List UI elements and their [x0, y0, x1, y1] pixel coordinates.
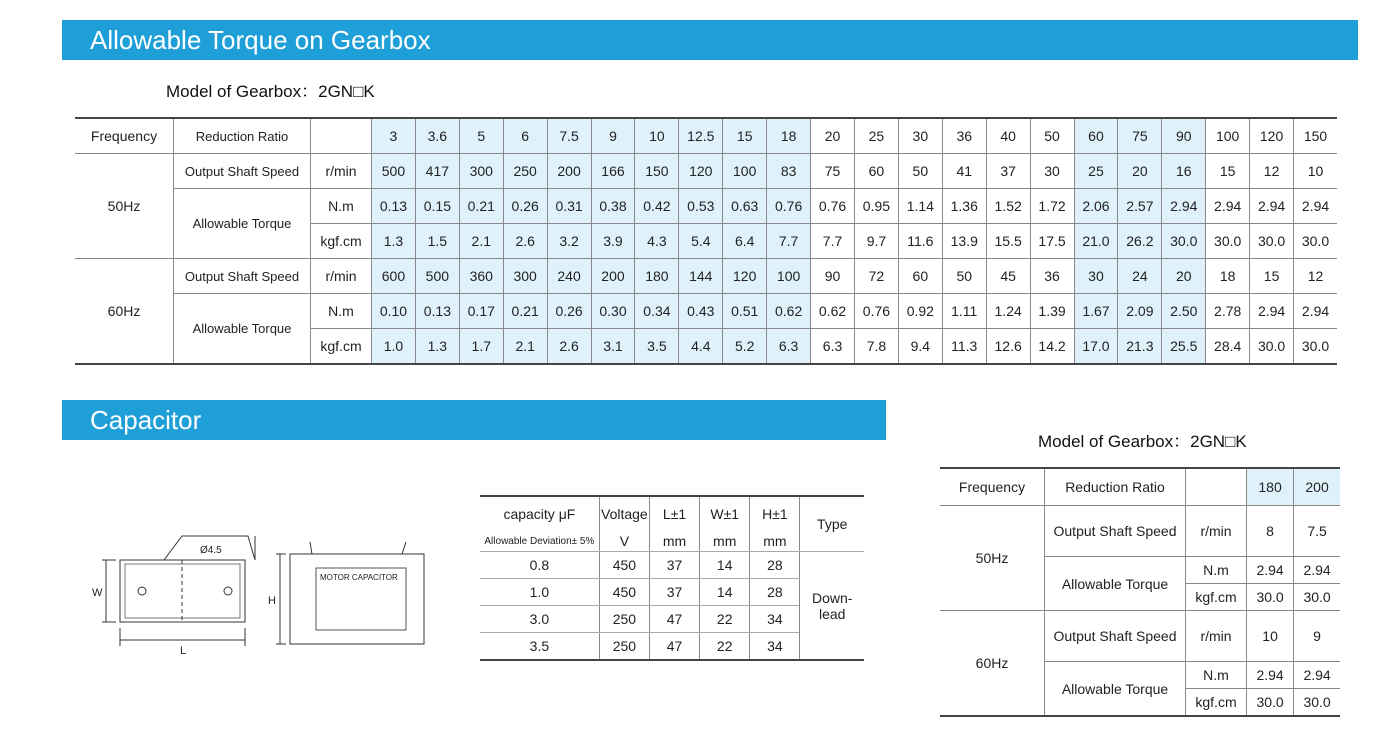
frequency-header: Frequency [75, 118, 174, 154]
unit-cell: r/min [311, 259, 372, 294]
value-cell: 83 [767, 154, 811, 189]
value-cell: 50 [898, 154, 942, 189]
value-cell: 2.6 [547, 329, 591, 365]
ratio-cell: 60 [1074, 118, 1118, 154]
deviation-header: Allowable Deviation± 5% [480, 531, 599, 552]
width-cell: 22 [700, 606, 750, 633]
value-cell: 0.10 [372, 294, 416, 329]
value-cell: 0.30 [591, 294, 635, 329]
table-row [75, 294, 1337, 329]
mm-unit: mm [750, 531, 800, 552]
value-cell: 0.63 [723, 189, 767, 224]
frequency-60hz: 60Hz [75, 259, 174, 365]
length-cell: 37 [649, 552, 699, 579]
value-cell: 60 [854, 154, 898, 189]
value-cell: 11.6 [898, 224, 942, 259]
width-cell: 14 [700, 579, 750, 606]
value-cell: 300 [459, 154, 503, 189]
value-cell: 0.62 [767, 294, 811, 329]
small-torque-table [940, 467, 1340, 717]
value-cell: 0.26 [503, 189, 547, 224]
value-cell: 1.39 [1030, 294, 1074, 329]
value-cell: 50 [942, 259, 986, 294]
frequency-header: Frequency [940, 468, 1045, 506]
value-cell: 30.0 [1250, 224, 1294, 259]
ratio-cell: 180 [1247, 468, 1294, 506]
value-cell: 1.72 [1030, 189, 1074, 224]
value-cell: 200 [547, 154, 591, 189]
reduction-ratio-header: Reduction Ratio [1045, 468, 1186, 506]
ratio-cell: 200 [1294, 468, 1340, 506]
value-cell: 2.94 [1250, 189, 1294, 224]
value-cell: 0.51 [723, 294, 767, 329]
ratio-cell: 150 [1294, 118, 1337, 154]
torque-table [75, 117, 1337, 365]
ratio-cell: 40 [986, 118, 1030, 154]
value-cell: 25 [1074, 154, 1118, 189]
value-cell: 0.62 [811, 294, 855, 329]
ratio-cell: 15 [723, 118, 767, 154]
value-cell: 72 [854, 259, 898, 294]
value-cell: 9 [1294, 611, 1340, 662]
value-cell: 6.3 [811, 329, 855, 365]
voltage-cell: 250 [599, 633, 649, 661]
value-cell: 30.0 [1247, 689, 1294, 717]
value-cell: 2.1 [459, 224, 503, 259]
value-cell: 11.3 [942, 329, 986, 365]
length-cell: 47 [649, 606, 699, 633]
value-cell: 1.3 [372, 224, 416, 259]
table-row [75, 189, 1337, 224]
value-cell: 0.26 [547, 294, 591, 329]
frequency-50hz: 50Hz [75, 154, 174, 259]
value-cell: 2.94 [1294, 662, 1340, 689]
value-cell: 30 [1030, 154, 1074, 189]
table-row [940, 506, 1340, 557]
width-header: W±1 [700, 496, 750, 531]
value-cell: 24 [1118, 259, 1162, 294]
width-cell: 14 [700, 552, 750, 579]
value-cell: 1.11 [942, 294, 986, 329]
mount-hole-icon [138, 587, 146, 595]
value-cell: 0.76 [767, 189, 811, 224]
frequency-60hz: 60Hz [940, 611, 1045, 717]
table-header-row [940, 468, 1340, 506]
capacity-cell: 1.0 [480, 579, 599, 606]
capacitor-section-title: Capacitor [62, 400, 886, 440]
value-cell: 2.94 [1294, 189, 1337, 224]
ratio-cell: 10 [635, 118, 679, 154]
height-cell: 34 [750, 606, 800, 633]
value-cell: 2.06 [1074, 189, 1118, 224]
value-cell: 9.7 [854, 224, 898, 259]
length-cell: 37 [649, 579, 699, 606]
value-cell: 17.5 [1030, 224, 1074, 259]
value-cell: 2.09 [1118, 294, 1162, 329]
value-cell: 7.5 [1294, 506, 1340, 557]
value-cell: 17.0 [1074, 329, 1118, 365]
torque-label: Allowable Torque [174, 294, 311, 365]
ratio-cell: 30 [898, 118, 942, 154]
height-cell: 28 [750, 579, 800, 606]
value-cell: 2.78 [1206, 294, 1250, 329]
ratio-cell: 9 [591, 118, 635, 154]
value-cell: 21.3 [1118, 329, 1162, 365]
value-cell: 18 [1206, 259, 1250, 294]
reduction-ratio-header: Reduction Ratio [174, 118, 311, 154]
value-cell: 15 [1250, 259, 1294, 294]
value-cell: 1.24 [986, 294, 1030, 329]
table-row [75, 154, 1337, 189]
value-cell: 26.2 [1118, 224, 1162, 259]
value-cell: 75 [811, 154, 855, 189]
value-cell: 6.3 [767, 329, 811, 365]
ratio-cell: 25 [854, 118, 898, 154]
ratio-cell: 75 [1118, 118, 1162, 154]
value-cell: 3.2 [547, 224, 591, 259]
capacitor-drawing [80, 520, 440, 660]
value-cell: 13.9 [942, 224, 986, 259]
table-header-row [480, 496, 864, 531]
value-cell: 2.50 [1162, 294, 1206, 329]
value-cell: 1.67 [1074, 294, 1118, 329]
mm-unit: mm [700, 531, 750, 552]
value-cell: 0.21 [503, 294, 547, 329]
value-cell: 300 [503, 259, 547, 294]
value-cell: 2.94 [1247, 662, 1294, 689]
value-cell: 600 [372, 259, 416, 294]
unit-cell: N.m [1186, 662, 1247, 689]
value-cell: 1.14 [898, 189, 942, 224]
model-label: Model of Gearbox：2GN□K [1038, 432, 1247, 451]
unit-cell: N.m [1186, 557, 1247, 584]
unit-cell: r/min [1186, 611, 1247, 662]
voltage-unit: V [599, 531, 649, 552]
value-cell: 1.5 [415, 224, 459, 259]
ratio-cell: 120 [1250, 118, 1294, 154]
value-cell: 2.94 [1250, 294, 1294, 329]
value-cell: 417 [415, 154, 459, 189]
model-label: Model of Gearbox：2GN□K [166, 82, 375, 101]
value-cell: 30.0 [1247, 584, 1294, 611]
speed-label: Output Shaft Speed [1045, 506, 1186, 557]
ratio-cell: 20 [811, 118, 855, 154]
value-cell: 15 [1206, 154, 1250, 189]
unit-cell: N.m [311, 294, 372, 329]
value-cell: 166 [591, 154, 635, 189]
value-cell: 0.95 [854, 189, 898, 224]
value-cell: 14.2 [1030, 329, 1074, 365]
unit-cell: r/min [311, 154, 372, 189]
value-cell: 250 [503, 154, 547, 189]
ratio-cell: 6 [503, 118, 547, 154]
unit-cell: r/min [1186, 506, 1247, 557]
ratio-cell: 7.5 [547, 118, 591, 154]
value-cell: 0.13 [415, 294, 459, 329]
value-cell: 0.21 [459, 189, 503, 224]
value-cell: 90 [811, 259, 855, 294]
ratio-cell: 90 [1162, 118, 1206, 154]
value-cell: 3.1 [591, 329, 635, 365]
dimension-l-label: L [180, 645, 187, 657]
value-cell: 30 [1074, 259, 1118, 294]
value-cell: 9.4 [898, 329, 942, 365]
value-cell: 25.5 [1162, 329, 1206, 365]
value-cell: 7.7 [767, 224, 811, 259]
capacity-cell: 0.8 [480, 552, 599, 579]
speed-label: Output Shaft Speed [174, 154, 311, 189]
value-cell: 7.8 [854, 329, 898, 365]
value-cell: 4.3 [635, 224, 679, 259]
height-header: H±1 [750, 496, 800, 531]
value-cell: 36 [1030, 259, 1074, 294]
value-cell: 2.94 [1247, 557, 1294, 584]
value-cell: 100 [767, 259, 811, 294]
ratio-cell: 12.5 [679, 118, 723, 154]
capacity-cell: 3.5 [480, 633, 599, 661]
type-header: Type [800, 496, 864, 552]
torque-label: Allowable Torque [1045, 557, 1186, 611]
value-cell: 100 [723, 154, 767, 189]
value-cell: 20 [1118, 154, 1162, 189]
capacitor-marking: MOTOR CAPACITOR [320, 573, 398, 582]
unit-header [311, 118, 372, 154]
unit-cell: kgf.cm [1186, 584, 1247, 611]
ratio-cell: 18 [767, 118, 811, 154]
value-cell: 0.38 [591, 189, 635, 224]
value-cell: 30.0 [1206, 224, 1250, 259]
value-cell: 0.43 [679, 294, 723, 329]
height-cell: 28 [750, 552, 800, 579]
value-cell: 12 [1294, 259, 1337, 294]
table-row [480, 552, 864, 579]
voltage-cell: 450 [599, 552, 649, 579]
value-cell: 0.42 [635, 189, 679, 224]
frequency-50hz: 50Hz [940, 506, 1045, 611]
value-cell: 500 [372, 154, 416, 189]
mount-hole-icon [224, 587, 232, 595]
value-cell: 144 [679, 259, 723, 294]
value-cell: 8 [1247, 506, 1294, 557]
value-cell: 28.4 [1206, 329, 1250, 365]
table-header-row [75, 118, 1337, 154]
unit-cell: kgf.cm [311, 224, 372, 259]
value-cell: 7.7 [811, 224, 855, 259]
value-cell: 5.4 [679, 224, 723, 259]
value-cell: 30.0 [1294, 224, 1337, 259]
table-row [75, 259, 1337, 294]
height-cell: 34 [750, 633, 800, 661]
value-cell: 360 [459, 259, 503, 294]
value-cell: 1.3 [415, 329, 459, 365]
value-cell: 120 [723, 259, 767, 294]
value-cell: 2.94 [1206, 189, 1250, 224]
dimension-w-label: W [92, 587, 103, 599]
ratio-cell: 36 [942, 118, 986, 154]
value-cell: 41 [942, 154, 986, 189]
value-cell: 0.31 [547, 189, 591, 224]
value-cell: 60 [898, 259, 942, 294]
ratio-cell: 3.6 [415, 118, 459, 154]
value-cell: 120 [679, 154, 723, 189]
value-cell: 180 [635, 259, 679, 294]
value-cell: 30.0 [1294, 584, 1340, 611]
torque-label: Allowable Torque [174, 189, 311, 259]
value-cell: 12 [1250, 154, 1294, 189]
ratio-cell: 100 [1206, 118, 1250, 154]
unit-cell: N.m [311, 189, 372, 224]
value-cell: 1.0 [372, 329, 416, 365]
unit-header [1186, 468, 1247, 506]
value-cell: 45 [986, 259, 1030, 294]
value-cell: 240 [547, 259, 591, 294]
voltage-cell: 450 [599, 579, 649, 606]
ratio-cell: 5 [459, 118, 503, 154]
value-cell: 150 [635, 154, 679, 189]
unit-cell: kgf.cm [311, 329, 372, 365]
voltage-cell: 250 [599, 606, 649, 633]
value-cell: 2.94 [1294, 294, 1337, 329]
value-cell: 20 [1162, 259, 1206, 294]
value-cell: 0.53 [679, 189, 723, 224]
value-cell: 200 [591, 259, 635, 294]
value-cell: 3.9 [591, 224, 635, 259]
ratio-cell: 50 [1030, 118, 1074, 154]
hole-diameter-label: Ø4.5 [200, 545, 222, 556]
torque-section-title: Allowable Torque on Gearbox [62, 20, 1358, 60]
value-cell: 2.57 [1118, 189, 1162, 224]
value-cell: 10 [1294, 154, 1337, 189]
value-cell: 30.0 [1294, 329, 1337, 365]
value-cell: 0.17 [459, 294, 503, 329]
width-cell: 22 [700, 633, 750, 661]
value-cell: 0.76 [811, 189, 855, 224]
value-cell: 0.34 [635, 294, 679, 329]
value-cell: 0.76 [854, 294, 898, 329]
value-cell: 6.4 [723, 224, 767, 259]
value-cell: 1.7 [459, 329, 503, 365]
value-cell: 37 [986, 154, 1030, 189]
speed-label: Output Shaft Speed [174, 259, 311, 294]
value-cell: 0.13 [372, 189, 416, 224]
value-cell: 30.0 [1162, 224, 1206, 259]
value-cell: 2.94 [1162, 189, 1206, 224]
value-cell: 1.52 [986, 189, 1030, 224]
capacity-header: capacity μF [480, 496, 599, 531]
mm-unit: mm [649, 531, 699, 552]
value-cell: 12.6 [986, 329, 1030, 365]
ratio-cell: 3 [372, 118, 416, 154]
value-cell: 500 [415, 259, 459, 294]
table-row [940, 611, 1340, 662]
value-cell: 5.2 [723, 329, 767, 365]
value-cell: 1.36 [942, 189, 986, 224]
capacity-cell: 3.0 [480, 606, 599, 633]
capacitor-table [480, 495, 864, 661]
value-cell: 2.6 [503, 224, 547, 259]
voltage-header: Voltage [599, 496, 649, 531]
value-cell: 30.0 [1294, 689, 1340, 717]
torque-label: Allowable Torque [1045, 662, 1186, 717]
type-cell: Down-lead [800, 552, 864, 661]
value-cell: 0.92 [898, 294, 942, 329]
value-cell: 2.1 [503, 329, 547, 365]
unit-cell: kgf.cm [1186, 689, 1247, 717]
length-cell: 47 [649, 633, 699, 661]
value-cell: 4.4 [679, 329, 723, 365]
dimension-h-label: H [268, 595, 276, 607]
value-cell: 0.15 [415, 189, 459, 224]
value-cell: 3.5 [635, 329, 679, 365]
value-cell: 2.94 [1294, 557, 1340, 584]
value-cell: 10 [1247, 611, 1294, 662]
value-cell: 15.5 [986, 224, 1030, 259]
value-cell: 21.0 [1074, 224, 1118, 259]
speed-label: Output Shaft Speed [1045, 611, 1186, 662]
value-cell: 30.0 [1250, 329, 1294, 365]
length-header: L±1 [649, 496, 699, 531]
value-cell: 16 [1162, 154, 1206, 189]
